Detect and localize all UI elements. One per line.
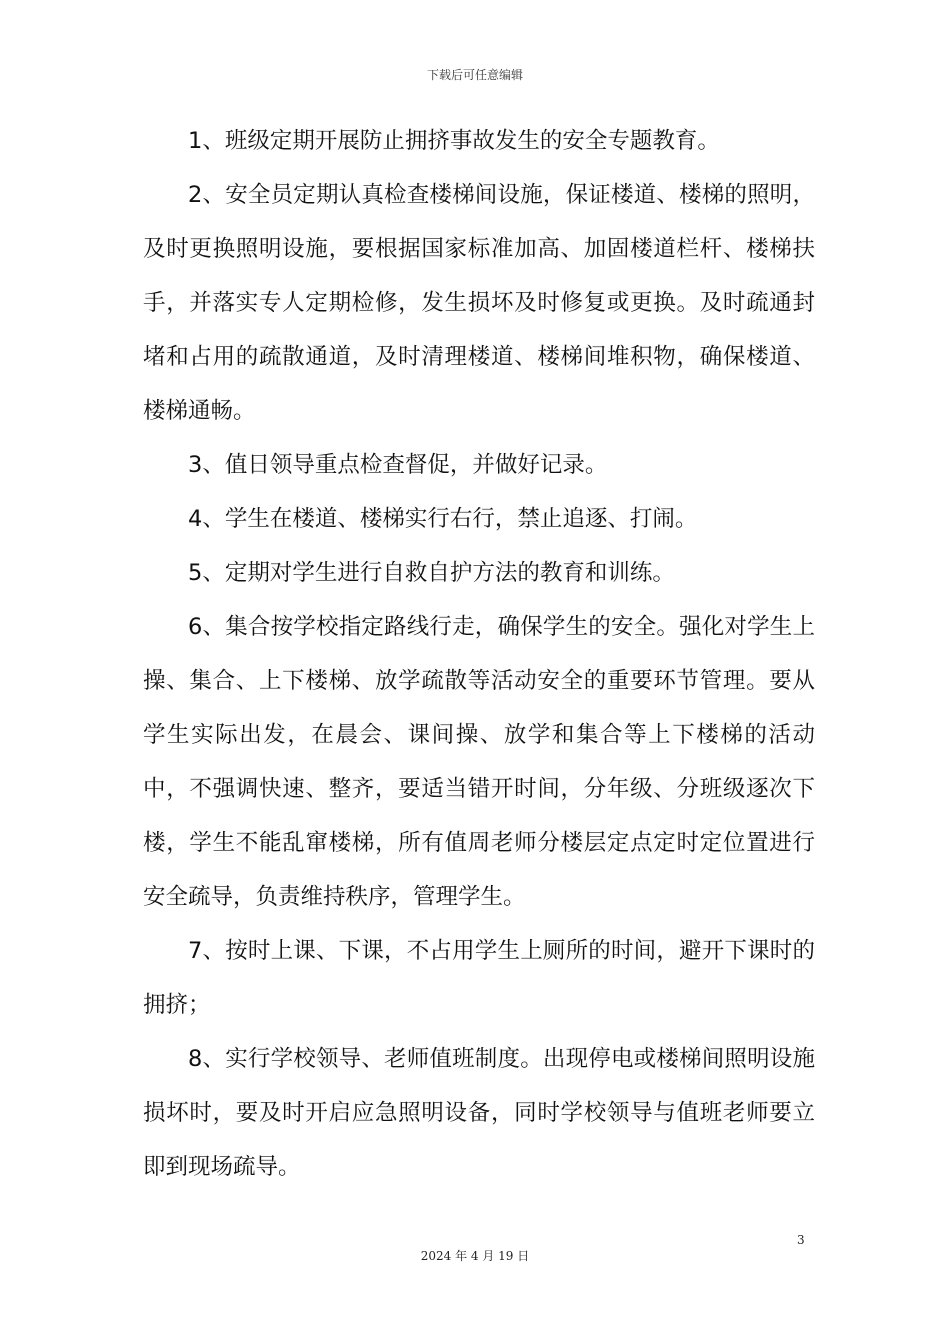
- paragraph-item-7: 7、按时上课、下课，不占用学生上厕所的时间，避开下课时的拥挤；: [143, 938, 815, 1018]
- paragraph-item-2: 2、安全员定期认真检查楼梯间设施，保证楼道、楼梯的照明，及时更换照明设施，要根据国家标准加高、加固楼道栏杆、楼梯扶手，并落实专人定期检修，发生损坏及时修复或更换。及时疏通封堵和占用的疏散通道，及时清理楼道、楼梯间堆积物，确保楼道、楼梯通畅。: [143, 182, 815, 424]
- document-body: [143, 114, 815, 1194]
- paragraph-item-5: 5、定期对学生进行自救自护方法的教育和训练。: [188, 560, 675, 586]
- paragraph-item-8: 8、实行学校领导、老师值班制度。出现停电或楼梯间照明设施损坏时，要及时开启应急照明设备，同时学校领导与值班老师要立即到现场疏导。: [143, 1046, 815, 1180]
- page-number: 3: [797, 1233, 805, 1247]
- paragraph-item-4: 4、学生在楼道、楼梯实行右行，禁止追逐、打闹。: [188, 506, 698, 532]
- footer-date: 2024 年 4 月 19 日: [420, 1249, 530, 1263]
- paragraph-item-3: 3、值日领导重点检查督促，并做好记录。: [188, 452, 608, 478]
- paragraph-item-1: 1、班级定期开展防止拥挤事故发生的安全专题教育。: [188, 128, 720, 154]
- paragraph-item-6: 6、集合按学校指定路线行走，确保学生的安全。强化对学生上操、集合、上下楼梯、放学疏散等活动安全的重要环节管理。要从学生实际出发，在晨会、课间操、放学和集合等上下楼梯的活动中，不强调快速、整齐，要适当错开时间，分年级、分班级逐次下楼，学生不能乱窜楼梯，所有值周老师分楼层定点定时定位置进行安全疏导，负责维持秩序，管理学生。: [143, 614, 815, 910]
- page-header-note: 下载后可任意编辑: [426, 68, 523, 82]
